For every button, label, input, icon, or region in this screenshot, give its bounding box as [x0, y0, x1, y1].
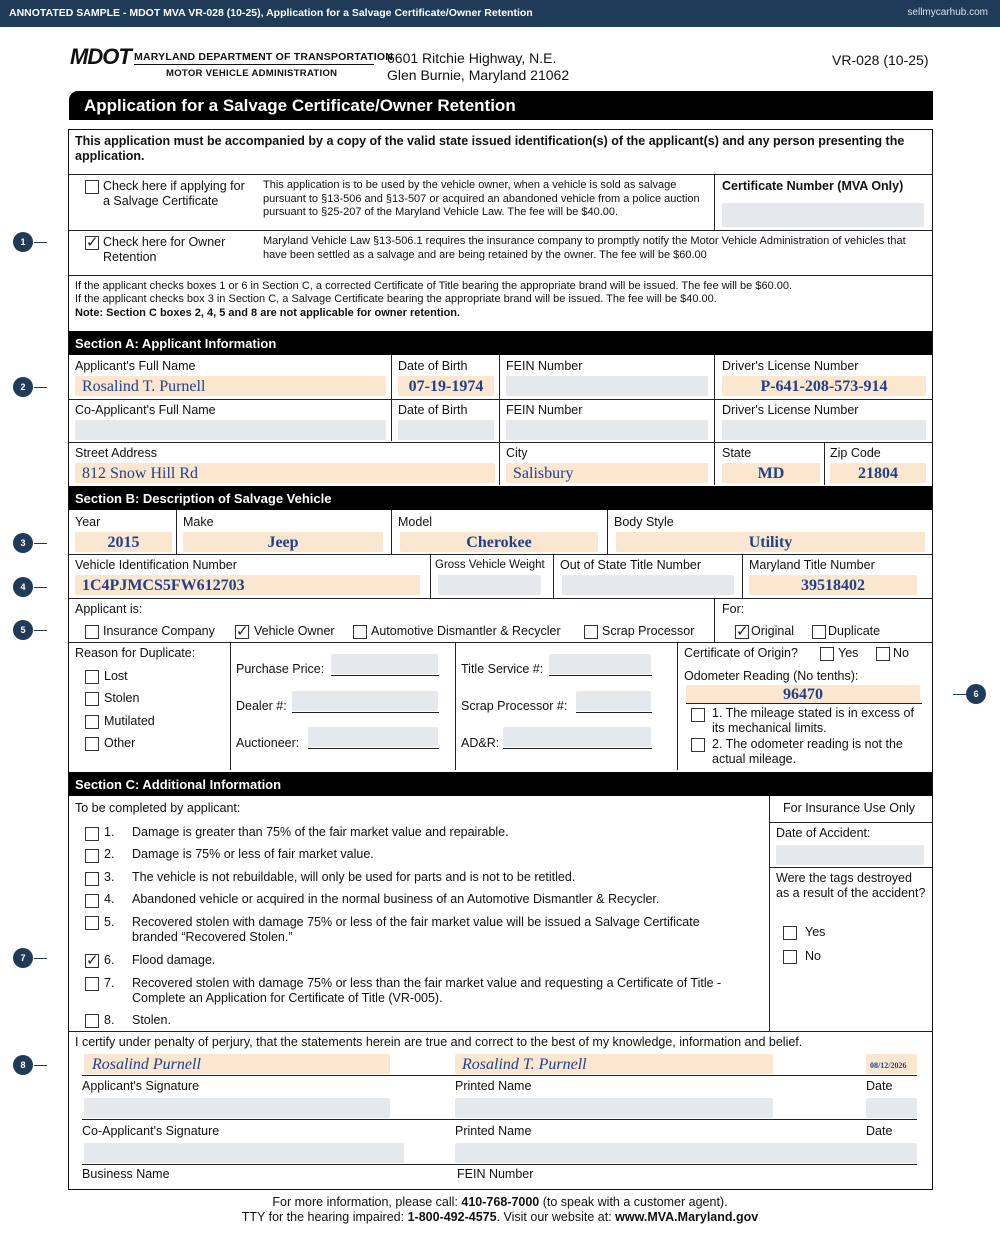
fein-field[interactable] [506, 376, 708, 396]
full-name-value: Rosalind T. Purnell [82, 378, 206, 395]
insurance-company-label: Insurance Company [103, 624, 215, 638]
item3-num: 3. [104, 870, 115, 884]
date-value: 08/12/2026 [870, 1061, 907, 1070]
cert-number-field[interactable] [722, 203, 924, 227]
item3-text: The vehicle is not rebuildable, will only be used for parts and is not to be retitled. [132, 870, 576, 884]
retention-label: Check here for Owner Retention [103, 235, 226, 264]
retention-description: Maryland Vehicle Law §13-506.1 requires the insurance company to promptly notify the Motor Vehicle Administration of vehicles that have been settled as a salvage and are being retained by the owner. The fee will be $60.00 [263, 235, 906, 261]
item2-num: 2. [104, 847, 115, 861]
item6-text: Flood damage. [132, 953, 216, 967]
co-name-field[interactable] [75, 420, 386, 440]
tags-yes-label: Yes [805, 925, 826, 939]
footer-line2 [0, 1210, 1000, 1225]
street-label: Street Address [75, 446, 157, 460]
mutilated-label: Mutilated [104, 714, 155, 728]
co-dl-field[interactable] [722, 420, 926, 440]
logo-line1: MARYLAND DEPARTMENT OF TRANSPORTATION [134, 51, 393, 63]
dealer-field[interactable] [292, 691, 438, 711]
section-c-header: Section C: Additional Information [69, 772, 932, 796]
business-fein-label: FEIN Number [457, 1167, 534, 1181]
origin-yes-checkbox[interactable] [820, 647, 834, 661]
duplicate-checkbox[interactable] [812, 625, 826, 639]
purchase-price-label: Purchase Price: [236, 662, 325, 676]
gvw-field[interactable] [438, 575, 541, 595]
scrap-processor-checkbox[interactable] [584, 625, 598, 639]
footer-website-link[interactable]: www.MVA.Maryland.gov [615, 1210, 759, 1224]
item5-num: 5. [104, 915, 115, 929]
dob-value: 07-19-1974 [408, 378, 484, 395]
certify-statement: I certify under penalty of perjury, that the statements herein are true and correct to the best of my knowledge, information and belief. [75, 1035, 803, 1049]
oos-title-field[interactable] [562, 575, 734, 595]
make-value: Jeep [267, 534, 299, 551]
note-line3: Note: Section C boxes 2, 4, 5 and 8 are not applicable for owner retention. [75, 307, 461, 319]
year-label: Year [75, 515, 101, 529]
md-title-value: 39518402 [801, 577, 865, 594]
stolen-label: Stolen [104, 691, 140, 705]
stolen-checkbox[interactable] [85, 692, 99, 706]
section-c-intro: To be completed by applicant: [75, 801, 241, 815]
full-name-label: Applicant's Full Name [75, 359, 196, 373]
co-dob-label: Date of Birth [398, 403, 468, 417]
annotation-marker-4[interactable]: 4 [13, 577, 33, 597]
odometer-label: Odometer Reading (No tenths): [684, 669, 859, 683]
odometer-not-actual-label: 2. The odometer reading is not the actual mileage. [712, 737, 903, 766]
vin-value: 1C4PJMCS5FW612703 [82, 577, 245, 594]
auctioneer-field[interactable] [308, 727, 438, 747]
make-label: Make [183, 515, 214, 529]
year-value: 2015 [107, 534, 140, 551]
annotation-banner [0, 0, 1000, 27]
footer-tty-number[interactable]: 1-800-492-4575 [407, 1210, 497, 1224]
dl-value: P-641-208-573-914 [760, 378, 888, 395]
dl-label: Driver's License Number [722, 359, 859, 373]
mdot-logo [70, 44, 393, 84]
footer-agent-text: (to speak with a customer agent). [542, 1195, 728, 1209]
original-checkbox[interactable] [735, 625, 749, 639]
salvage-description: This application is to be used by the vehicle owner, when a vehicle is sold as salvage pursuant to §13-506 and §13-507 or acquired an abandoned vehicle from a police auction pursuant to §25-207 of the Maryland Vehicle Law. The fee will be $40.00. [263, 179, 700, 218]
date-label: Date [866, 1079, 893, 1093]
lost-checkbox[interactable] [85, 670, 99, 684]
printed-name-value: Rosalind T. Purnell [462, 1056, 587, 1073]
adr-label: AD&R: [461, 736, 500, 750]
co-printed-label: Printed Name [455, 1124, 532, 1138]
item1-checkbox[interactable] [85, 827, 99, 841]
salvage-label: Check here if applying for a Salvage Certificate [103, 179, 245, 208]
footer-tty-text: TTY for the hearing impaired: [241, 1210, 405, 1224]
footer [0, 1195, 1000, 1225]
co-date-label: Date [866, 1124, 893, 1138]
item1-text: Damage is greater than 75% of the fair market value and repairable. [132, 825, 509, 839]
annotation-marker-5[interactable]: 5 [13, 620, 33, 640]
item7-num: 7. [104, 976, 115, 990]
zip-value: 21804 [858, 465, 898, 482]
annotation-marker-1[interactable]: 1 [13, 232, 33, 252]
applicant-signature-label: Applicant's Signature [82, 1079, 200, 1093]
state-value: MD [757, 465, 785, 482]
item7-checkbox[interactable] [85, 977, 99, 991]
applicant-signature: Rosalind Purnell [92, 1056, 201, 1073]
vin-label: Vehicle Identification Number [75, 558, 237, 572]
origin-no-checkbox[interactable] [876, 647, 890, 661]
item1-num: 1. [104, 825, 115, 839]
note-line2: If the applicant checks box 3 in Section C, a Salvage Certificate bearing the appropriate brand will be issued. The fee will be $40.00. [75, 293, 717, 305]
tags-no-label: No [805, 949, 821, 963]
item4-text: Abandoned vehicle or acquired in the normal business of an Automotive Dismantler & Recycler. [132, 892, 660, 906]
tags-no-checkbox[interactable] [783, 950, 797, 964]
tags-destroyed-label: Were the tags destroyed as a result of the accident? [776, 871, 926, 900]
city-label: City [506, 446, 528, 460]
md-title-label: Maryland Title Number [749, 558, 875, 572]
body-label: Body Style [614, 515, 674, 529]
note-line1: If the applicant checks boxes 1 or 6 in Section C, a corrected Certificate of Title bearing the appropriate brand will be issued. The fee will be $60.00. [75, 280, 793, 292]
co-signature-field[interactable] [84, 1098, 390, 1118]
dealer-label: Dealer #: [236, 699, 287, 713]
banner-site[interactable]: sellmycarhub.com [907, 7, 988, 18]
printed-name-label: Printed Name [455, 1079, 532, 1093]
odometer-not-actual-checkbox[interactable] [691, 738, 705, 752]
footer-website-text: . Visit our website at: [496, 1210, 612, 1224]
business-fein-field[interactable] [455, 1143, 917, 1163]
tags-yes-checkbox[interactable] [783, 926, 797, 940]
logo-mark: MDOT [70, 44, 131, 69]
footer-call-text: For more information, please call: [272, 1195, 458, 1209]
business-name-field[interactable] [84, 1143, 404, 1163]
logo-rule [134, 64, 374, 65]
intro-text: This application must be accompanied by a copy of the valid state issued identification(s) of the applicant(s) and any person presenting the application. [75, 134, 905, 163]
co-dob-field[interactable] [398, 420, 494, 440]
co-name-label: Co-Applicant's Full Name [75, 403, 216, 417]
item2-text: Damage is 75% or less of fair market value. [132, 847, 374, 861]
accident-date-label: Date of Accident: [776, 826, 871, 840]
lost-label: Lost [104, 669, 128, 683]
item4-num: 4. [104, 892, 115, 906]
item4-checkbox[interactable] [85, 894, 99, 908]
other-checkbox[interactable] [85, 737, 99, 751]
footer-phone[interactable]: 410-768-7000 [461, 1195, 540, 1209]
office-address [387, 50, 569, 84]
auctioneer-label: Auctioneer: [236, 736, 300, 750]
section-b-header: Section B: Description of Salvage Vehicle [69, 486, 932, 510]
retention-checkbox[interactable] [85, 236, 99, 250]
address-line2: Glen Burnie, Maryland 21062 [387, 67, 570, 83]
odometer-excess-label: 1. The mileage stated is in excess of its mechanical limits. [712, 706, 914, 735]
for-label: For: [722, 602, 745, 616]
mutilated-checkbox[interactable] [85, 715, 99, 729]
annotation-marker-2[interactable]: 2 [13, 377, 33, 397]
vehicle-owner-label: Vehicle Owner [254, 624, 335, 638]
item2-checkbox[interactable] [85, 849, 99, 863]
title-service-field[interactable] [549, 654, 651, 674]
address-line1: 6601 Ritchie Highway, N.E. [387, 50, 557, 66]
item5-checkbox[interactable] [85, 916, 99, 930]
insurance-use-title: For Insurance Use Only [783, 801, 915, 815]
co-date-field[interactable] [866, 1098, 917, 1118]
vehicle-owner-checkbox[interactable] [235, 625, 249, 639]
scrap-processor-label: Scrap Processor [602, 624, 695, 638]
annotation-marker-3[interactable]: 3 [13, 533, 33, 553]
cert-number-label: Certificate Number (MVA Only) [722, 179, 904, 193]
insurance-company-checkbox[interactable] [85, 625, 99, 639]
form-title: Application for a Salvage Certificate/Owner Retention [69, 91, 933, 120]
item8-checkbox[interactable] [85, 1014, 99, 1028]
banner-title: ANNOTATED SAMPLE - MDOT MVA VR-028 (10-25), Application for a Salvage Certificate/Owner Retention [9, 7, 533, 19]
form-number: VR-028 (10-25) [832, 52, 929, 68]
duplicate-label: Duplicate [828, 624, 881, 638]
title-service-label: Title Service #: [461, 662, 544, 676]
purchase-price-field[interactable] [331, 654, 438, 674]
accident-date-field[interactable] [776, 845, 924, 865]
item8-text: Stolen. [132, 1013, 171, 1027]
original-label: Original [751, 624, 795, 638]
street-value: 812 Snow Hill Rd [82, 465, 199, 482]
footer-line1 [0, 1195, 1000, 1210]
origin-no-label: No [893, 646, 909, 660]
dismantler-checkbox[interactable] [353, 625, 367, 639]
co-printed-field[interactable] [455, 1098, 773, 1118]
dob-label: Date of Birth [398, 359, 468, 373]
item3-checkbox[interactable] [85, 872, 99, 886]
business-name-label: Business Name [82, 1167, 170, 1181]
section-a-header: Section A: Applicant Information [69, 331, 932, 355]
item6-checkbox[interactable] [85, 954, 99, 968]
annotation-marker-7[interactable]: 7 [13, 948, 33, 968]
origin-label: Certificate of Origin? [684, 646, 798, 660]
dup-reason-label: Reason for Duplicate: [75, 646, 196, 660]
co-fein-label: FEIN Number [506, 403, 583, 417]
scrap-num-label: Scrap Processor #: [461, 699, 568, 713]
logo-line2: MOTOR VEHICLE ADMINISTRATION [166, 68, 338, 79]
odometer-value: 96470 [783, 686, 823, 703]
model-label: Model [398, 515, 433, 529]
item6-num: 6. [104, 953, 115, 967]
item5-text: Recovered stolen with damage 75% or less of the fair market value will be issued a Salvage Certificate branded “Recovered Stolen.” [132, 915, 700, 944]
salvage-checkbox[interactable] [85, 180, 99, 194]
model-value: Cherokee [466, 534, 532, 551]
co-fein-field[interactable] [506, 420, 708, 440]
zip-label: Zip Code [830, 446, 881, 460]
gvw-label: Gross Vehicle Weight [435, 559, 545, 571]
annotation-marker-6[interactable]: 6 [966, 684, 986, 704]
origin-yes-label: Yes [838, 646, 859, 660]
co-dl-label: Driver's License Number [722, 403, 859, 417]
fein-label: FEIN Number [506, 359, 583, 373]
body-value: Utility [748, 534, 793, 551]
adr-field[interactable] [503, 727, 651, 747]
scrap-num-field[interactable] [576, 691, 651, 711]
item7-text: Recovered stolen with damage 75% or less than the fair market value and requesting a Certificate of Title - Complete an Application for Certificate of Title (VR-005). [132, 976, 722, 1005]
odometer-excess-checkbox[interactable] [691, 708, 705, 722]
oos-title-label: Out of State Title Number [560, 558, 702, 572]
applicant-is-label: Applicant is: [75, 602, 143, 616]
dismantler-label: Automotive Dismantler & Recycler [371, 624, 561, 638]
state-label: State [722, 446, 752, 460]
city-value: Salisbury [513, 465, 574, 482]
annotation-marker-8[interactable]: 8 [13, 1055, 33, 1075]
item8-num: 8. [104, 1013, 115, 1027]
co-signature-label: Co-Applicant's Signature [82, 1124, 220, 1138]
other-label: Other [104, 736, 136, 750]
